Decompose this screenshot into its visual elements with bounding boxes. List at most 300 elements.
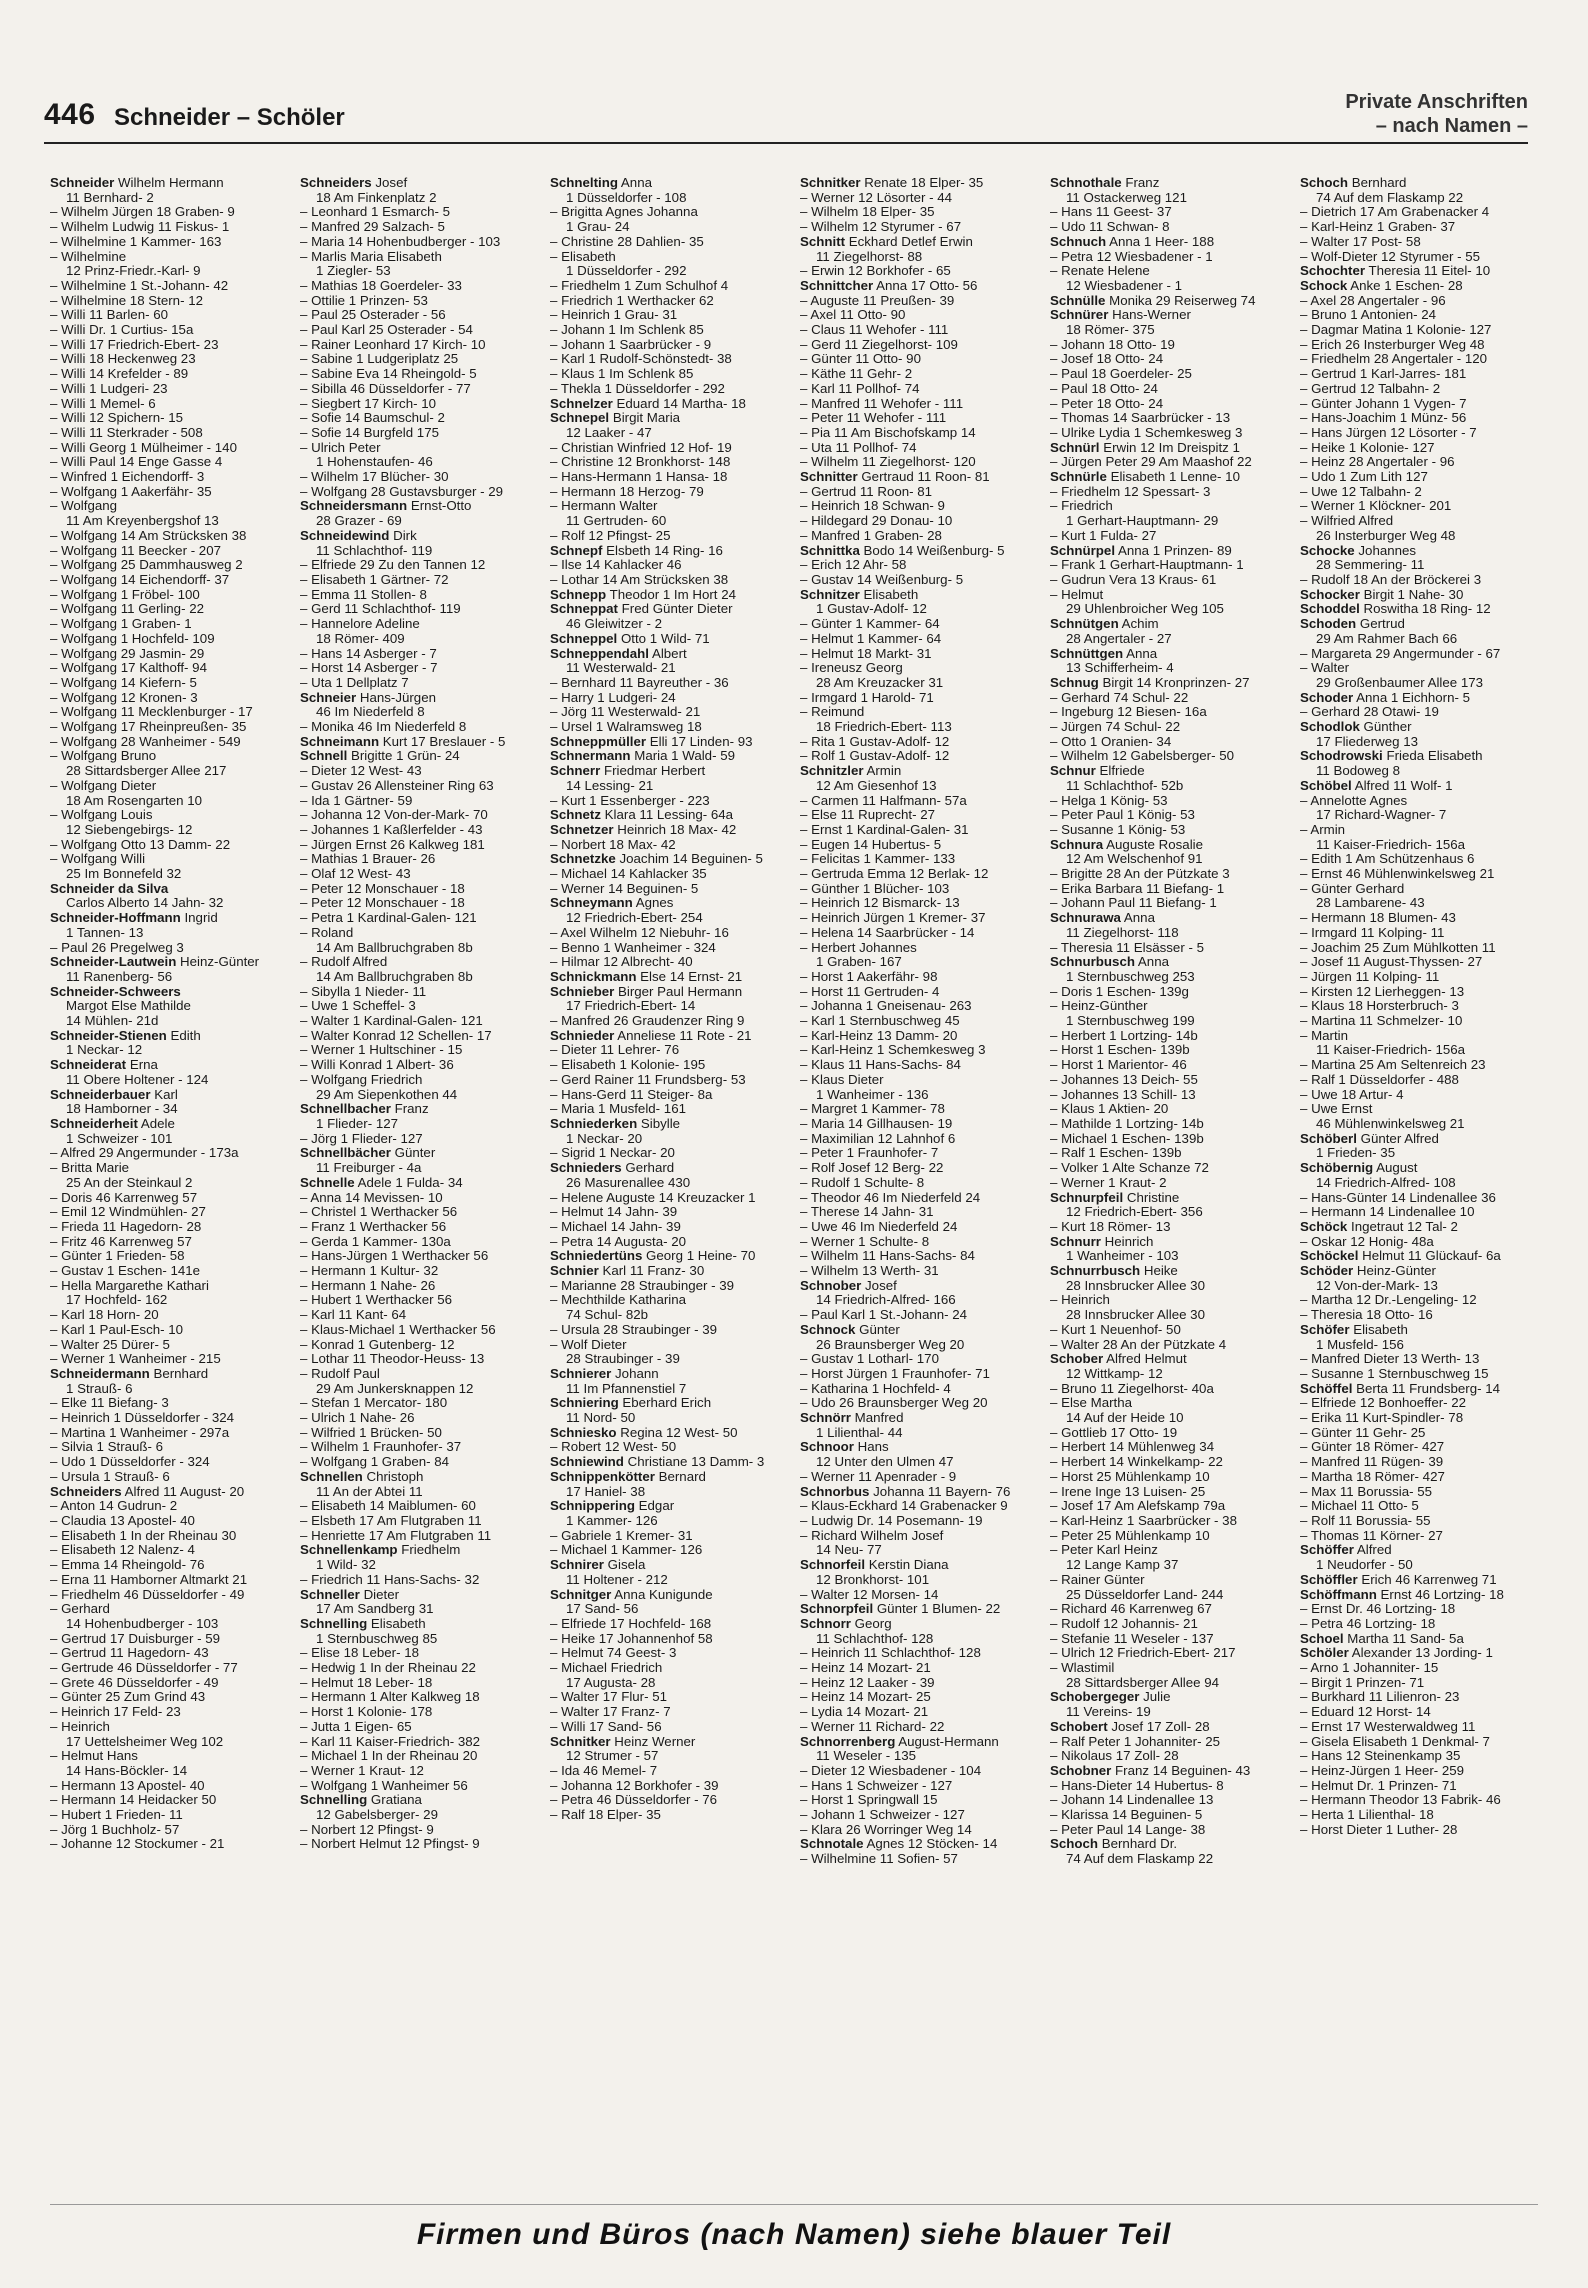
directory-entry: – Wolfgang Otto 13 Damm- 22 <box>50 837 231 852</box>
directory-entry: 1 Neudorfer - 50 <box>1316 1558 1413 1573</box>
directory-entry: 1 Kammer- 126 <box>566 1513 658 1528</box>
directory-entry: – Benno 1 Wanheimer - 324 <box>550 940 716 955</box>
directory-entry <box>800 176 1040 191</box>
directory-entry: – Michael 1 Kammer- 126 <box>550 1543 703 1558</box>
directory-entry <box>800 1440 1040 1455</box>
directory-entry: – Wolf-Dieter 12 Styrumer - 55 <box>1300 249 1481 264</box>
entry-text: Ernst-Otto <box>407 499 472 514</box>
directory-entry: – Klara 26 Worringer Weg 14 <box>800 1822 972 1837</box>
directory-entry: – Lydia 14 Mozart- 21 <box>800 1705 929 1720</box>
entry-text: Armin <box>863 764 902 779</box>
directory-entry: – Brigitta Agnes Johanna <box>550 205 698 220</box>
directory-column-3 <box>550 176 790 2096</box>
directory-entry: – Johanne 12 Stockumer - 21 <box>50 1837 225 1852</box>
entry-text: Brigitte 1 Grün- 24 <box>347 749 460 764</box>
directory-entry: 11 Westerwald- 21 <box>566 661 676 676</box>
surname: Schnerr <box>550 764 601 779</box>
directory-entry: 13 Schifferheim- 4 <box>1066 661 1174 676</box>
directory-entry: – Elfriede 29 Zu den Tannen 12 <box>300 558 486 573</box>
directory-entry: 11 Ranenberg- 56 <box>66 969 173 984</box>
directory-entry: – Auguste 11 Preußen- 39 <box>800 293 955 308</box>
directory-entry <box>1050 1690 1290 1705</box>
directory-entry: – Uwe 46 Im Niederfeld 24 <box>800 1219 958 1234</box>
directory-entry: – Ulrich 1 Nahe- 26 <box>300 1411 415 1426</box>
directory-entry: – Michael 14 Jahn- 39 <box>550 1219 681 1234</box>
directory-entry: – Johann 1 Schweizer - 127 <box>800 1808 965 1823</box>
directory-entry <box>1300 779 1540 794</box>
entry-text: Günter 1 Blumen- 22 <box>873 1602 1001 1617</box>
directory-entry: 1 Graben- 167 <box>816 955 902 970</box>
surname: Schock <box>1300 278 1348 293</box>
directory-entry <box>550 1426 790 1441</box>
directory-entry: 74 Auf dem Flaskamp 22 <box>1316 190 1464 205</box>
directory-entry <box>50 1485 290 1500</box>
directory-entry <box>550 602 790 617</box>
directory-entry: – Wilhelm 18 Elper- 35 <box>800 205 935 220</box>
directory-entry: – Jürgen 11 Kolping- 11 <box>1300 969 1440 984</box>
entry-text: Georg 1 Heine- 70 <box>642 1249 756 1264</box>
entry-text: Heinz Werner <box>610 1734 696 1749</box>
entry-text: Franz <box>1121 176 1160 190</box>
directory-entry: – Willi 11 Barlen- 60 <box>50 308 168 323</box>
directory-entry: – Gudrun Vera 13 Kraus- 61 <box>1050 572 1217 587</box>
directory-entry: 17 Am Sandberg 31 <box>316 1602 434 1617</box>
directory-entry: – Walter 28 An der Pützkate 4 <box>1050 1337 1227 1352</box>
directory-entry: – Ida 46 Memel- 7 <box>550 1763 658 1778</box>
directory-entry: 1 Schweizer - 101 <box>66 1131 173 1146</box>
directory-entry: – Burkhard 11 Lilienron- 23 <box>1300 1690 1460 1705</box>
directory-entry: – Katharina 1 Hochfeld- 4 <box>800 1381 951 1396</box>
directory-entry <box>1050 1235 1290 1250</box>
entry-text: Klara 11 Lessing- 64a <box>600 808 734 823</box>
directory-entry: – Werner 14 Beguinen- 5 <box>550 881 699 896</box>
directory-entry <box>50 882 290 897</box>
directory-entry: – Harry 1 Ludgeri- 24 <box>550 690 676 705</box>
directory-entry <box>1050 308 1290 323</box>
directory-entry: – Ralf 1 Düsseldorfer - 488 <box>1300 1072 1459 1087</box>
directory-entry: – Willi Konrad 1 Albert- 36 <box>300 1058 454 1073</box>
directory-entry <box>800 1735 1040 1750</box>
directory-entry <box>1300 602 1540 617</box>
entry-text: Sibylle <box>637 1117 681 1131</box>
directory-entry: – Maximilian 12 Lahnhof 6 <box>800 1131 956 1146</box>
surname: Schnürle <box>1050 470 1107 485</box>
directory-entry: – Wolf Dieter <box>550 1337 627 1352</box>
surname: Schobner <box>1050 1763 1112 1778</box>
entry-text: Gerhard <box>621 1161 675 1176</box>
directory-entry: – Friedrich 11 Hans-Sachs- 32 <box>300 1572 480 1587</box>
surname: Schnetzer <box>550 822 614 837</box>
directory-entry: 12 Friedrich-Ebert- 254 <box>566 911 703 926</box>
entry-text: Theresia 11 Eitel- 10 <box>1365 264 1491 279</box>
directory-entry: – Wilhelm 11 Hans-Sachs- 84 <box>800 1249 975 1264</box>
directory-entry: 14 Lessing- 21 <box>566 778 654 793</box>
directory-column-6 <box>1300 176 1540 2096</box>
directory-entry: – Gertrude 46 Düsseldorfer - 77 <box>50 1661 238 1676</box>
directory-entry: – Doris 1 Eschen- 139g <box>1050 984 1189 999</box>
directory-entry: – Bruno 11 Ziegelhorst- 40a <box>1050 1381 1214 1396</box>
directory-entry: – Ralf 18 Elper- 35 <box>550 1808 661 1823</box>
directory-entry: – Wilhelmine 1 St.-Johann- 42 <box>50 278 229 293</box>
directory-entry: – Rudolf 12 Johannis- 21 <box>1050 1616 1198 1631</box>
surname: Schochter <box>1300 264 1366 279</box>
surname: Schnellenkamp <box>300 1543 398 1558</box>
directory-entry: – Gertrud 11 Hagedorn- 43 <box>50 1646 209 1661</box>
entry-text: Edith <box>166 1028 201 1043</box>
entry-text: Else 14 Ernst- 21 <box>636 969 743 984</box>
directory-entry: – Peter Karl Heinz <box>1050 1543 1158 1558</box>
directory-entry <box>550 1588 790 1603</box>
directory-entry: – Klaus 11 Hans-Sachs- 84 <box>800 1058 961 1073</box>
directory-entry: – Günter 18 Römer- 427 <box>1300 1440 1445 1455</box>
directory-entry: – Werner 1 Hultschiner - 15 <box>300 1043 463 1058</box>
directory-entry: – Carmen 11 Halfmann- 57a <box>800 793 967 808</box>
directory-entry: 11 Gertruden- 60 <box>566 514 667 529</box>
entry-text: Heike <box>1140 1264 1178 1279</box>
directory-entry: 1 Gustav-Adolf- 12 <box>816 602 927 617</box>
directory-entry: 11 Schlachthof- 119 <box>316 543 433 558</box>
directory-entry: – Gabriele 1 Kremer- 31 <box>550 1528 693 1543</box>
directory-entry <box>550 985 790 1000</box>
directory-entry: – Elisabeth 12 Nalenz- 4 <box>50 1543 195 1558</box>
directory-entry: – Wolfgang 14 Am Strücksken 38 <box>50 528 247 543</box>
entry-text: Auguste Rosalie <box>1103 837 1203 852</box>
directory-entry: – Günter 11 Otto- 90 <box>800 352 921 367</box>
entry-text: Ingrid <box>180 911 218 926</box>
entry-text: Karl <box>150 1087 178 1102</box>
surname: Schnetz <box>550 808 601 823</box>
entry-text: Heinrich <box>1100 1234 1154 1249</box>
directory-entry: – Friedhelm 1 Zum Schulhof 4 <box>550 278 729 293</box>
surname: Schnepf <box>550 543 603 558</box>
directory-entry: – Wilhelm 11 Ziegelhorst- 120 <box>800 455 976 470</box>
directory-entry: – Michael 14 Kahlacker 35 <box>550 867 707 882</box>
directory-entry: 25 Düsseldorfer Land- 244 <box>1066 1587 1224 1602</box>
directory-entry: – Dietrich 17 Am Grabenacker 4 <box>1300 205 1490 220</box>
directory-column-4 <box>800 176 1040 2096</box>
directory-entry <box>50 1117 290 1132</box>
directory-entry: 17 Augusta- 28 <box>566 1675 656 1690</box>
surname: Schnuch <box>1050 234 1107 249</box>
directory-entry: – Karl 11 Kant- 64 <box>300 1308 407 1323</box>
directory-entry: – Norbert 18 Max- 42 <box>550 837 676 852</box>
directory-entry: – Christian Winfried 12 Hof- 19 <box>550 440 732 455</box>
directory-entry: 1 Hohenstaufen- 46 <box>316 455 433 470</box>
directory-entry: – Gerd Rainer 11 Frundsberg- 53 <box>550 1072 746 1087</box>
directory-entry: – Wolfgang Louis <box>50 808 153 823</box>
directory-entry: 12 Strumer - 57 <box>566 1749 659 1764</box>
directory-entry: – Wolfgang 14 Kiefern- 5 <box>50 675 197 690</box>
directory-entry: – Horst 1 Kolonie- 178 <box>300 1705 433 1720</box>
entry-text: Anneliese 11 Rote - 21 <box>614 1028 752 1043</box>
directory-entry: – Willi Georg 1 Mülheimer - 140 <box>50 440 237 455</box>
directory-column-1 <box>50 176 290 2096</box>
directory-entry: – Ida 1 Gärtner- 59 <box>300 793 413 808</box>
directory-entry: 25 Im Bonnefeld 32 <box>66 867 182 882</box>
surname: Schneider-Stienen <box>50 1028 167 1043</box>
directory-entry <box>550 735 790 750</box>
directory-entry <box>50 1367 290 1382</box>
surname: Schodlok <box>1300 720 1360 735</box>
surname: Schnieder <box>550 1028 615 1043</box>
surname: Schocke <box>1300 543 1355 558</box>
directory-entry: 1 Düsseldorfer - 108 <box>566 190 687 205</box>
directory-entry: – Heinz 12 Laaker - 39 <box>800 1675 935 1690</box>
directory-entry: – Günther 1 Blücher- 103 <box>800 881 950 896</box>
entry-text: Kerstin Diana <box>865 1558 949 1573</box>
entry-text: Gisela <box>603 1558 646 1573</box>
directory-entry: – Silvia 1 Strauß- 6 <box>50 1440 164 1455</box>
directory-entry: – Uwe 18 Artur- 4 <box>1300 1087 1404 1102</box>
directory-entry: – Hubert 1 Werthacker 56 <box>300 1293 453 1308</box>
surname: Schniederken <box>550 1117 638 1131</box>
surname: Schnelling <box>300 1793 368 1808</box>
directory-entry: – Werner 11 Richard- 22 <box>800 1719 945 1734</box>
directory-entry: – Jürgen Peter 29 Am Maashof 22 <box>1050 455 1252 470</box>
surname: Schneppmüller <box>550 734 647 749</box>
directory-entry: 11 Obere Holtener - 124 <box>66 1072 209 1087</box>
directory-entry: 11 Schlachthof- 52b <box>1066 778 1184 793</box>
surname: Schnieber <box>550 984 615 999</box>
directory-entry: 11 Ziegelhorst- 88 <box>816 249 923 264</box>
directory-entry: – Hans-Jürgen 1 Werthacker 56 <box>300 1249 489 1264</box>
directory-entry: – Elisabeth 14 Maiblumen- 60 <box>300 1499 476 1514</box>
directory-entry <box>1050 838 1290 853</box>
entry-text: Erna <box>126 1058 158 1073</box>
directory-entry: – Elise 18 Leber- 18 <box>300 1646 420 1661</box>
directory-entry: – Uwe 12 Talbahn- 2 <box>1300 484 1422 499</box>
directory-entry: – Jutta 1 Eigen- 65 <box>300 1719 412 1734</box>
surname: Schnurr <box>1050 1234 1101 1249</box>
entry-text: Anke 1 Eschen- 28 <box>1347 278 1463 293</box>
directory-entry <box>50 176 290 191</box>
directory-columns <box>50 176 1540 2096</box>
directory-entry: – Kurt 1 Essenberger - 223 <box>550 793 710 808</box>
directory-entry <box>800 235 1040 250</box>
entry-text: Elisabeth 1 Lenne- 10 <box>1106 470 1240 485</box>
surname: Schöckel <box>1300 1249 1359 1264</box>
surname: Schnepp <box>550 587 607 602</box>
directory-entry: – Karl-Heinz 1 Graben- 37 <box>1300 220 1456 235</box>
surname: Schneider-Lautwein <box>50 955 177 970</box>
directory-entry: 11 Kaiser-Friedrich- 156a <box>1316 837 1466 852</box>
surname: Schöck <box>1300 1219 1348 1234</box>
surname: Schnitter <box>800 470 858 485</box>
directory-entry <box>550 823 790 838</box>
directory-entry: 1 Neckar- 20 <box>566 1131 643 1146</box>
directory-entry: – Werner 1 Kraut- 2 <box>1050 1175 1167 1190</box>
directory-entry: – Peter Paul 1 König- 53 <box>1050 808 1195 823</box>
directory-entry: – Günter 1 Frieden- 58 <box>50 1249 185 1264</box>
entry-text: Bernhard Dr. <box>1098 1837 1178 1852</box>
directory-entry: – Claus 11 Wehofer - 111 <box>800 323 949 338</box>
entry-text: Alfred <box>1353 1543 1392 1558</box>
directory-entry <box>50 955 290 970</box>
directory-entry: – Willi 17 Sand- 56 <box>550 1719 662 1734</box>
directory-entry: – Helmut Hans <box>50 1749 138 1764</box>
surname: Schnorr <box>800 1616 851 1631</box>
directory-entry: – Hermann 1 Kultur- 32 <box>300 1264 439 1279</box>
entry-text: Otto 1 Wild- 71 <box>617 631 710 646</box>
directory-entry: – Günter Gerhard <box>1300 881 1405 896</box>
directory-entry: – Petra 46 Lortzing- 18 <box>1300 1616 1436 1631</box>
directory-entry: – Johannes 13 Deich- 55 <box>1050 1072 1198 1087</box>
directory-entry: – Karl-Heinz 1 Schemkesweg 3 <box>800 1043 986 1058</box>
directory-entry: 1 Grau- 24 <box>566 220 630 235</box>
surname: Schöffler <box>1300 1572 1358 1587</box>
directory-entry: – Bernhard 11 Bayreuther - 36 <box>550 675 729 690</box>
directory-entry: – Wolfgang 28 Gustavsburger - 29 <box>300 484 504 499</box>
directory-entry <box>1050 470 1290 485</box>
directory-entry: 1 Wanheimer - 136 <box>816 1087 929 1102</box>
directory-entry <box>1050 764 1290 779</box>
entry-text: Agnes 12 Stöcken- 14 <box>863 1837 998 1852</box>
directory-entry <box>1300 691 1540 706</box>
directory-entry: 18 Hamborner - 34 <box>66 1102 178 1117</box>
entry-text: August <box>1373 1161 1418 1176</box>
directory-entry <box>1050 1191 1290 1206</box>
directory-entry: – Gustav 1 Lotharl- 170 <box>800 1352 939 1367</box>
entry-text: Günter Alfred <box>1356 1131 1439 1146</box>
entry-text: Elsbeth 14 Ring- 16 <box>602 543 723 558</box>
directory-entry: 29 Großenbaumer Allee 173 <box>1316 675 1484 690</box>
directory-entry: – Paul Karl 1 St.-Johann- 24 <box>800 1308 968 1323</box>
directory-entry: – Wolfgang 11 Beecker - 207 <box>50 543 221 558</box>
surname: Schneidermann <box>50 1366 150 1381</box>
directory-entry: 28 Am Kreuzacker 31 <box>816 675 944 690</box>
directory-entry: – Wilhelm 12 Gabelsberger- 50 <box>1050 749 1235 764</box>
directory-entry: 11 An der Abtei 11 <box>316 1484 423 1499</box>
directory-entry: – Heike 17 Johannenhof 58 <box>550 1631 713 1646</box>
directory-entry: – Jörg 11 Westerwald- 21 <box>550 705 701 720</box>
entry-text: Eduard 14 Martha- 18 <box>612 396 746 411</box>
directory-entry: – Ursel 1 Walramsweg 18 <box>550 720 702 735</box>
directory-entry: – Udo 26 Braunsberger Weg 20 <box>800 1396 988 1411</box>
entry-text: Christiane 13 Damm- 3 <box>623 1455 765 1470</box>
directory-entry: – Jörg 1 Buchholz- 57 <box>50 1822 180 1837</box>
directory-entry: – Hans-Dieter 14 Hubertus- 8 <box>1050 1778 1224 1793</box>
entry-text: Edgar <box>634 1499 675 1514</box>
directory-entry: – Petra 14 Augusta- 20 <box>550 1234 687 1249</box>
directory-entry: – Elke 11 Biefang- 3 <box>50 1396 169 1411</box>
directory-entry: – Stefanie 11 Weseler - 137 <box>1050 1631 1214 1646</box>
directory-entry <box>300 1793 540 1808</box>
directory-entry: – Horst 1 Springwall 15 <box>800 1793 938 1808</box>
directory-entry <box>550 1470 790 1485</box>
surname: Schnelting <box>550 176 618 190</box>
directory-entry: – Gerhard <box>50 1602 110 1617</box>
directory-entry: – Ernst 1 Kardinal-Galen- 31 <box>800 822 969 837</box>
directory-entry: – Manfred Dieter 13 Werth- 13 <box>1300 1352 1480 1367</box>
directory-entry: – Irmgard 11 Kolping- 11 <box>1300 925 1445 940</box>
directory-entry: – Manfred 11 Wehofer - 111 <box>800 396 964 411</box>
directory-entry: – Maria 1 Musfeld- 161 <box>550 1102 686 1117</box>
directory-entry: – Wilhelmine 1 Kammer- 163 <box>50 234 222 249</box>
entry-text: Adele 1 Fulda- 34 <box>354 1175 463 1190</box>
directory-entry: – Kurt 1 Fulda- 27 <box>1050 528 1157 543</box>
directory-entry: – Mathias 1 Brauer- 26 <box>300 852 436 867</box>
surname: Schnock <box>800 1322 856 1337</box>
surname: Schnitger <box>550 1587 612 1602</box>
directory-entry: – Ulrich Peter <box>300 440 381 455</box>
surname: Schocker <box>1300 587 1360 602</box>
directory-entry <box>1050 235 1290 250</box>
directory-entry: – Peter 12 Monschauer - 18 <box>300 881 465 896</box>
surname: Schnörr <box>800 1411 851 1426</box>
directory-entry <box>550 1735 790 1750</box>
directory-entry: – Helmut <box>1050 587 1104 602</box>
surname: Schneller <box>300 1587 360 1602</box>
directory-entry: – Karl 11 Pollhof- 74 <box>800 381 920 396</box>
directory-entry: – Klaus 1 Im Schlenk 85 <box>550 367 694 382</box>
directory-entry: – Frieda 11 Hagedorn- 28 <box>50 1219 202 1234</box>
directory-entry: – Sibylla 1 Nieder- 11 <box>300 984 427 999</box>
directory-entry: – Irmgard 1 Harold- 71 <box>800 690 934 705</box>
entry-text: Josef <box>861 1278 897 1293</box>
surname: Schnitker <box>800 176 861 190</box>
directory-entry: – Peter Paul 14 Lange- 38 <box>1050 1822 1206 1837</box>
entry-text: Karl 11 Franz- 30 <box>598 1264 705 1279</box>
directory-entry: – Richard Wilhelm Josef <box>800 1528 944 1543</box>
directory-entry: – Horst Dieter 1 Luther- 28 <box>1300 1822 1458 1837</box>
surname: Schoden <box>1300 617 1357 632</box>
directory-entry <box>1050 617 1290 632</box>
directory-entry: – Gertrud 1 Karl-Jarres- 181 <box>1300 367 1467 382</box>
surname: Schnorpfeil <box>800 1602 874 1617</box>
directory-entry: 12 Am Giesenhof 13 <box>816 778 937 793</box>
directory-entry: 11 Vereins- 19 <box>1066 1705 1151 1720</box>
directory-entry: – Klaus Dieter <box>800 1072 884 1087</box>
directory-entry: – Monika 46 Im Niederfeld 8 <box>300 720 467 735</box>
directory-entry <box>550 1029 790 1044</box>
directory-entry: – Hermann 13 Apostel- 40 <box>50 1778 205 1793</box>
surname: Schnetzke <box>550 852 616 867</box>
surname: Schnurawa <box>1050 911 1121 926</box>
surname: Schnug <box>1050 675 1099 690</box>
directory-entry: – Martha 12 Dr.-Lengeling- 12 <box>1300 1293 1477 1308</box>
directory-entry: – Gerhard 28 Otawi- 19 <box>1300 705 1439 720</box>
directory-entry: 18 Friedrich-Ebert- 113 <box>816 720 952 735</box>
directory-entry: – Christine 28 Dahlien- 35 <box>550 234 704 249</box>
directory-entry: – Johanna 1 Gneisenau- 263 <box>800 999 972 1014</box>
entry-text: Heinrich 18 Max- 42 <box>613 822 737 837</box>
directory-entry: 18 Römer- 409 <box>316 631 405 646</box>
directory-entry: – Wolfgang Dieter <box>50 778 157 793</box>
directory-entry: – Udo 11 Schwan- 8 <box>1050 220 1170 235</box>
directory-entry: – Kurt 1 Neuenhof- 50 <box>1050 1322 1181 1337</box>
directory-entry: – Johann 1 Im Schlenk 85 <box>550 323 704 338</box>
directory-entry: – Susanne 1 König- 53 <box>1050 822 1186 837</box>
directory-entry: 14 Am Ballbruchgraben 8b <box>316 969 473 984</box>
directory-entry: – Hermann 14 Heidacker 50 <box>50 1793 217 1808</box>
directory-entry <box>1300 1249 1540 1264</box>
directory-entry: Margot Else Mathilde <box>66 999 191 1014</box>
surname: Schöffel <box>1300 1381 1353 1396</box>
directory-entry: 74 Schul- 82b <box>566 1308 649 1323</box>
directory-entry: – Gustav 1 Eschen- 141e <box>50 1264 201 1279</box>
directory-entry: – Wolfgang 1 Wanheimer 56 <box>300 1778 468 1793</box>
directory-entry: – Helmut 1 Kammer- 64 <box>800 631 942 646</box>
directory-entry: – Dagmar Matina 1 Kolonie- 127 <box>1300 323 1492 338</box>
directory-entry: 46 Mühlenwinkelsweg 21 <box>1316 1117 1465 1131</box>
directory-entry <box>1300 1161 1540 1176</box>
entry-text: Anna <box>1134 955 1169 970</box>
surname: Schnober <box>800 1278 862 1293</box>
surname: Schneider da Silva <box>50 881 169 896</box>
directory-entry: – Rudolf Alfred <box>300 955 388 970</box>
directory-entry: – Axel Wilhelm 12 Niebuhr- 16 <box>550 925 729 940</box>
directory-entry <box>1300 1323 1540 1338</box>
